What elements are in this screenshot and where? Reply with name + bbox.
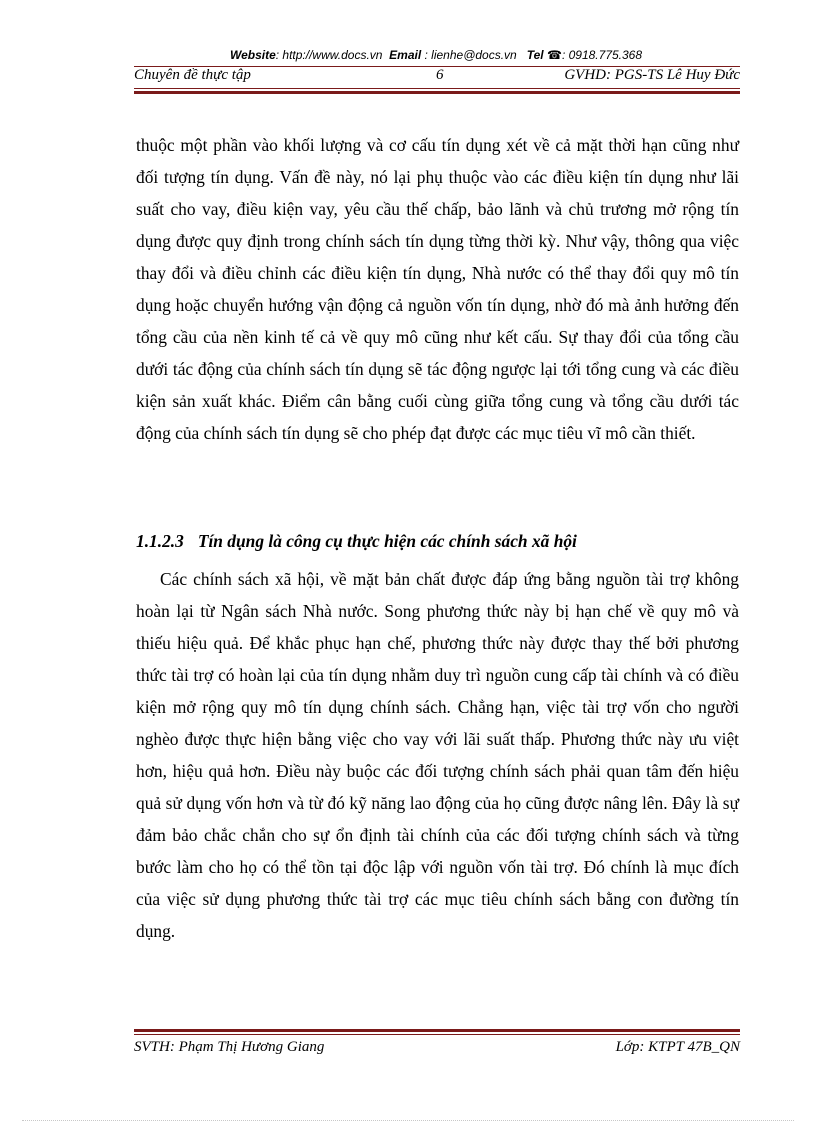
running-header xyxy=(134,67,740,87)
running-footer xyxy=(134,1039,740,1059)
tel-label: Tel xyxy=(526,48,544,62)
body-paragraph-1 xyxy=(136,129,739,449)
section-heading xyxy=(136,531,577,552)
tel-value: ☎: 0918.775.368 xyxy=(547,48,643,62)
header-rule-thick xyxy=(134,91,740,94)
supervisor: GVHD: PGS-TS Lê Huy Đức xyxy=(564,67,740,83)
page-edge-dotted-line xyxy=(22,1120,794,1121)
footer-rule-thin xyxy=(134,1034,740,1035)
section-number: 1.1.2.3 xyxy=(136,531,184,551)
page-number: 6 xyxy=(436,67,444,83)
paragraph-2: Các chính sách xã hội, về mặt bản chất được đáp ứng bằng nguồn tài trợ không hoàn lại từ Ngân sách Nhà nước. Song phương thức này bị hạn chế về quy mô và thiếu hiệu quả. Để khắc phục hạn chế, phương thức này được thay thế bởi phương thức tài trợ có hoàn lại của tín dụng nhằm duy trì nguồn cung cấp tài chính và có điều kiện mở rộng quy mô tín dụng chính sách. Chẳng hạn, việc tài trợ vốn cho người nghèo được thực hiện bằng việc cho vay với lãi suất thấp. Phương thức này ưu việt hơn, hiệu quả hơn. Điều này buộc các đối tượng chính sách phải quan tâm đến hiệu quả sử dụng vốn hơn và từ đó kỹ năng lao động của họ cũng được nâng lên. Đây là sự đảm bảo chắc chắn cho sự ổn định tài chính của các đối tượng chính sách và từng bước làm cho họ có thể tồn tại độc lập với nguồn vốn tài trợ. Đó chính là mục đích của việc sử dụng phương thức tài trợ các mục tiêu chính sách bằng con đường tín dụng. xyxy=(136,569,739,941)
student-name: SVTH: Phạm Thị Hương Giang xyxy=(134,1039,325,1055)
email-value: : lienhe@docs.vn xyxy=(424,48,517,62)
website-value: : http://www.docs.vn xyxy=(275,48,383,62)
header-contact-line xyxy=(136,48,736,62)
body-paragraph-2 xyxy=(136,563,739,947)
class-code: Lớp: KTPT 47B_QN xyxy=(615,1039,740,1055)
header-rule-thin xyxy=(134,88,740,89)
report-type: Chuyên đề thực tập xyxy=(134,67,251,83)
section-title: Tín dụng là công cụ thực hiện các chính sách xã hội xyxy=(197,531,577,551)
website-label: Website xyxy=(229,48,276,62)
footer-rule-thick xyxy=(134,1029,740,1032)
paragraph-1: thuộc một phần vào khối lượng và cơ cấu tín dụng xét về cả mặt thời hạn cũng như đối tượng tín dụng. Vấn đề này, nó lại phụ thuộc vào các điều kiện tín dụng như lãi suất cho vay, điều kiện vay, yêu cầu thế chấp, bảo lãnh và chủ trương mở rộng tín dụng được quy định trong chính sách tín dụng từng thời kỳ. Như vậy, thông qua việc thay đổi và điều chỉnh các điều kiện tín dụng, Nhà nước có thể thay đổi quy mô tín dụng hoặc chuyển hướng vận động cả nguồn vốn tín dụng, nhờ đó mà ảnh hưởng đến tổng cầu của nền kinh tế cả về quy mô cũng như kết cấu. Sự thay đổi của tổng cầu dưới tác động của chính sách tín dụng sẽ tác động ngược lại tới tổng cung và các điều kiện sản xuất khác. Điểm cân bằng cuối cùng giữa tổng cung và tổng cầu dưới tác động của chính sách tín dụng sẽ cho phép đạt được các mục tiêu vĩ mô cần thiết. xyxy=(136,135,739,443)
email-label: Email xyxy=(389,48,422,62)
